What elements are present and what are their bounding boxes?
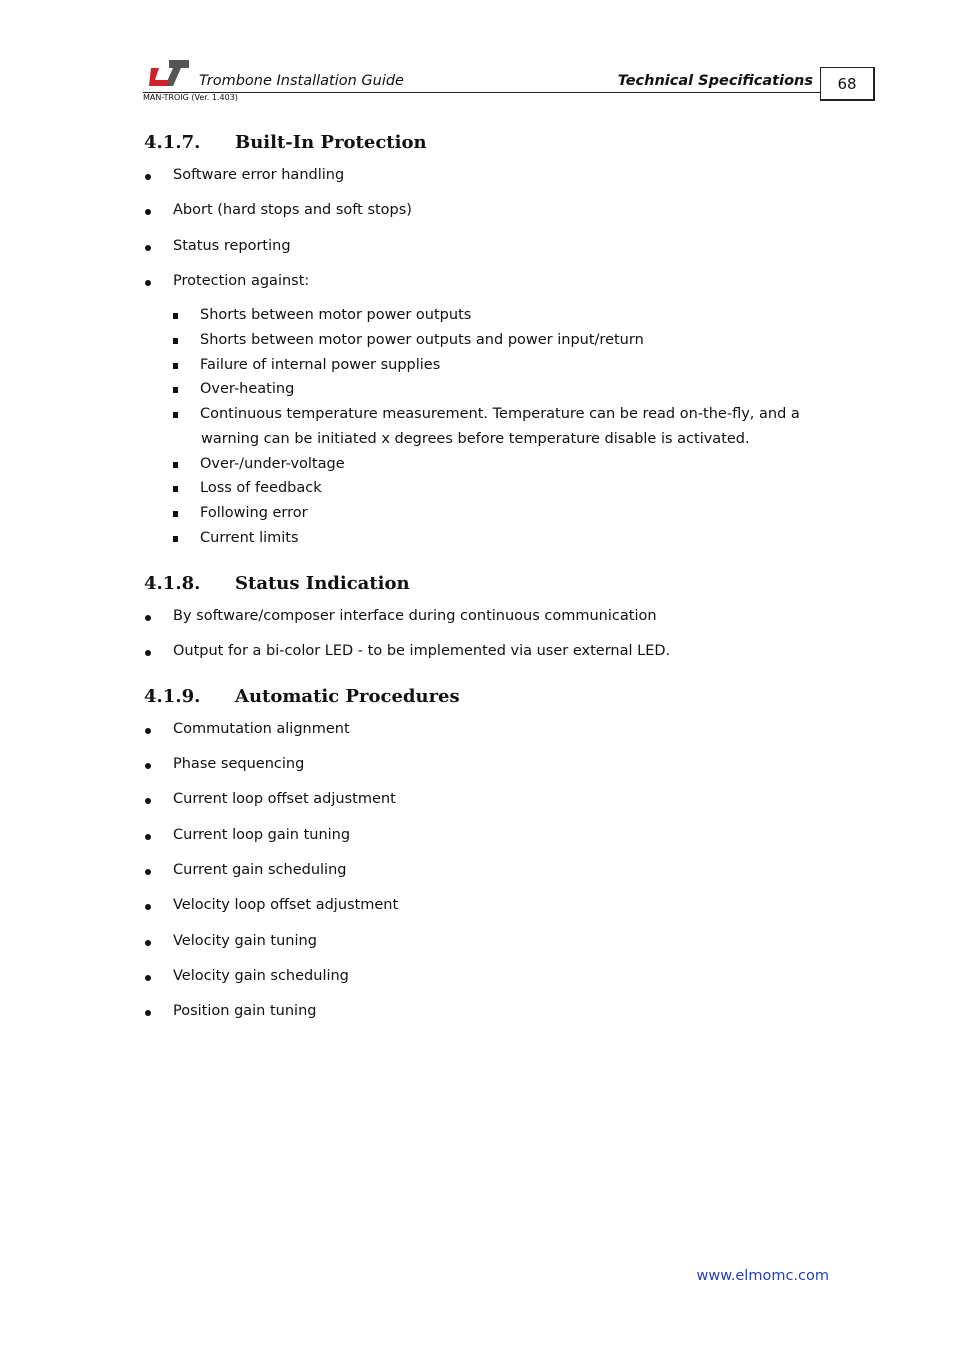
website-link[interactable]: www.elmomc.com: [696, 1268, 829, 1284]
page-number: 68: [820, 67, 875, 101]
bullet-icon: [145, 904, 151, 910]
square-bullet-icon: [173, 412, 178, 418]
bullet-icon: [145, 174, 151, 180]
page-header: [0, 0, 954, 110]
square-bullet-icon: [173, 387, 178, 393]
square-bullet-icon: [173, 462, 178, 468]
bullet-icon: [145, 728, 151, 734]
bullet-icon: [145, 615, 151, 621]
sub-list-item-continuation: warning can be initiated x degrees before temperature disable is activated.: [201, 431, 750, 447]
section-title: Technical Specifications: [617, 73, 813, 89]
bullet-icon: [145, 763, 151, 769]
header-divider: [143, 92, 820, 93]
section-number: 4.1.8.: [144, 573, 201, 594]
bullet-icon: [145, 975, 151, 981]
bullet-icon: [145, 940, 151, 946]
square-bullet-icon: [173, 486, 178, 492]
bullet-icon: [145, 245, 151, 251]
bullet-icon: [145, 798, 151, 804]
doc-title: Trombone Installation Guide: [199, 73, 404, 89]
bullet-icon: [145, 280, 151, 286]
bullet-icon: [145, 650, 151, 656]
bullet-icon: [145, 1010, 151, 1016]
bullet-icon: [145, 869, 151, 875]
square-bullet-icon: [173, 536, 178, 542]
section-number: 4.1.7.: [144, 132, 201, 153]
square-bullet-icon: [173, 363, 178, 369]
section-heading-text: Status Indication: [235, 573, 410, 594]
square-bullet-icon: [173, 313, 178, 319]
doc-code: MAN-TROIG (Ver. 1.403): [143, 93, 238, 102]
square-bullet-icon: [173, 338, 178, 344]
section-heading-text: Automatic Procedures: [235, 686, 460, 707]
square-bullet-icon: [173, 511, 178, 517]
bullet-icon: [145, 209, 151, 215]
bullet-icon: [145, 834, 151, 840]
elmo-logo-icon: [147, 58, 191, 88]
section-heading-text: Built-In Protection: [235, 132, 427, 153]
section-number: 4.1.9.: [144, 686, 201, 707]
